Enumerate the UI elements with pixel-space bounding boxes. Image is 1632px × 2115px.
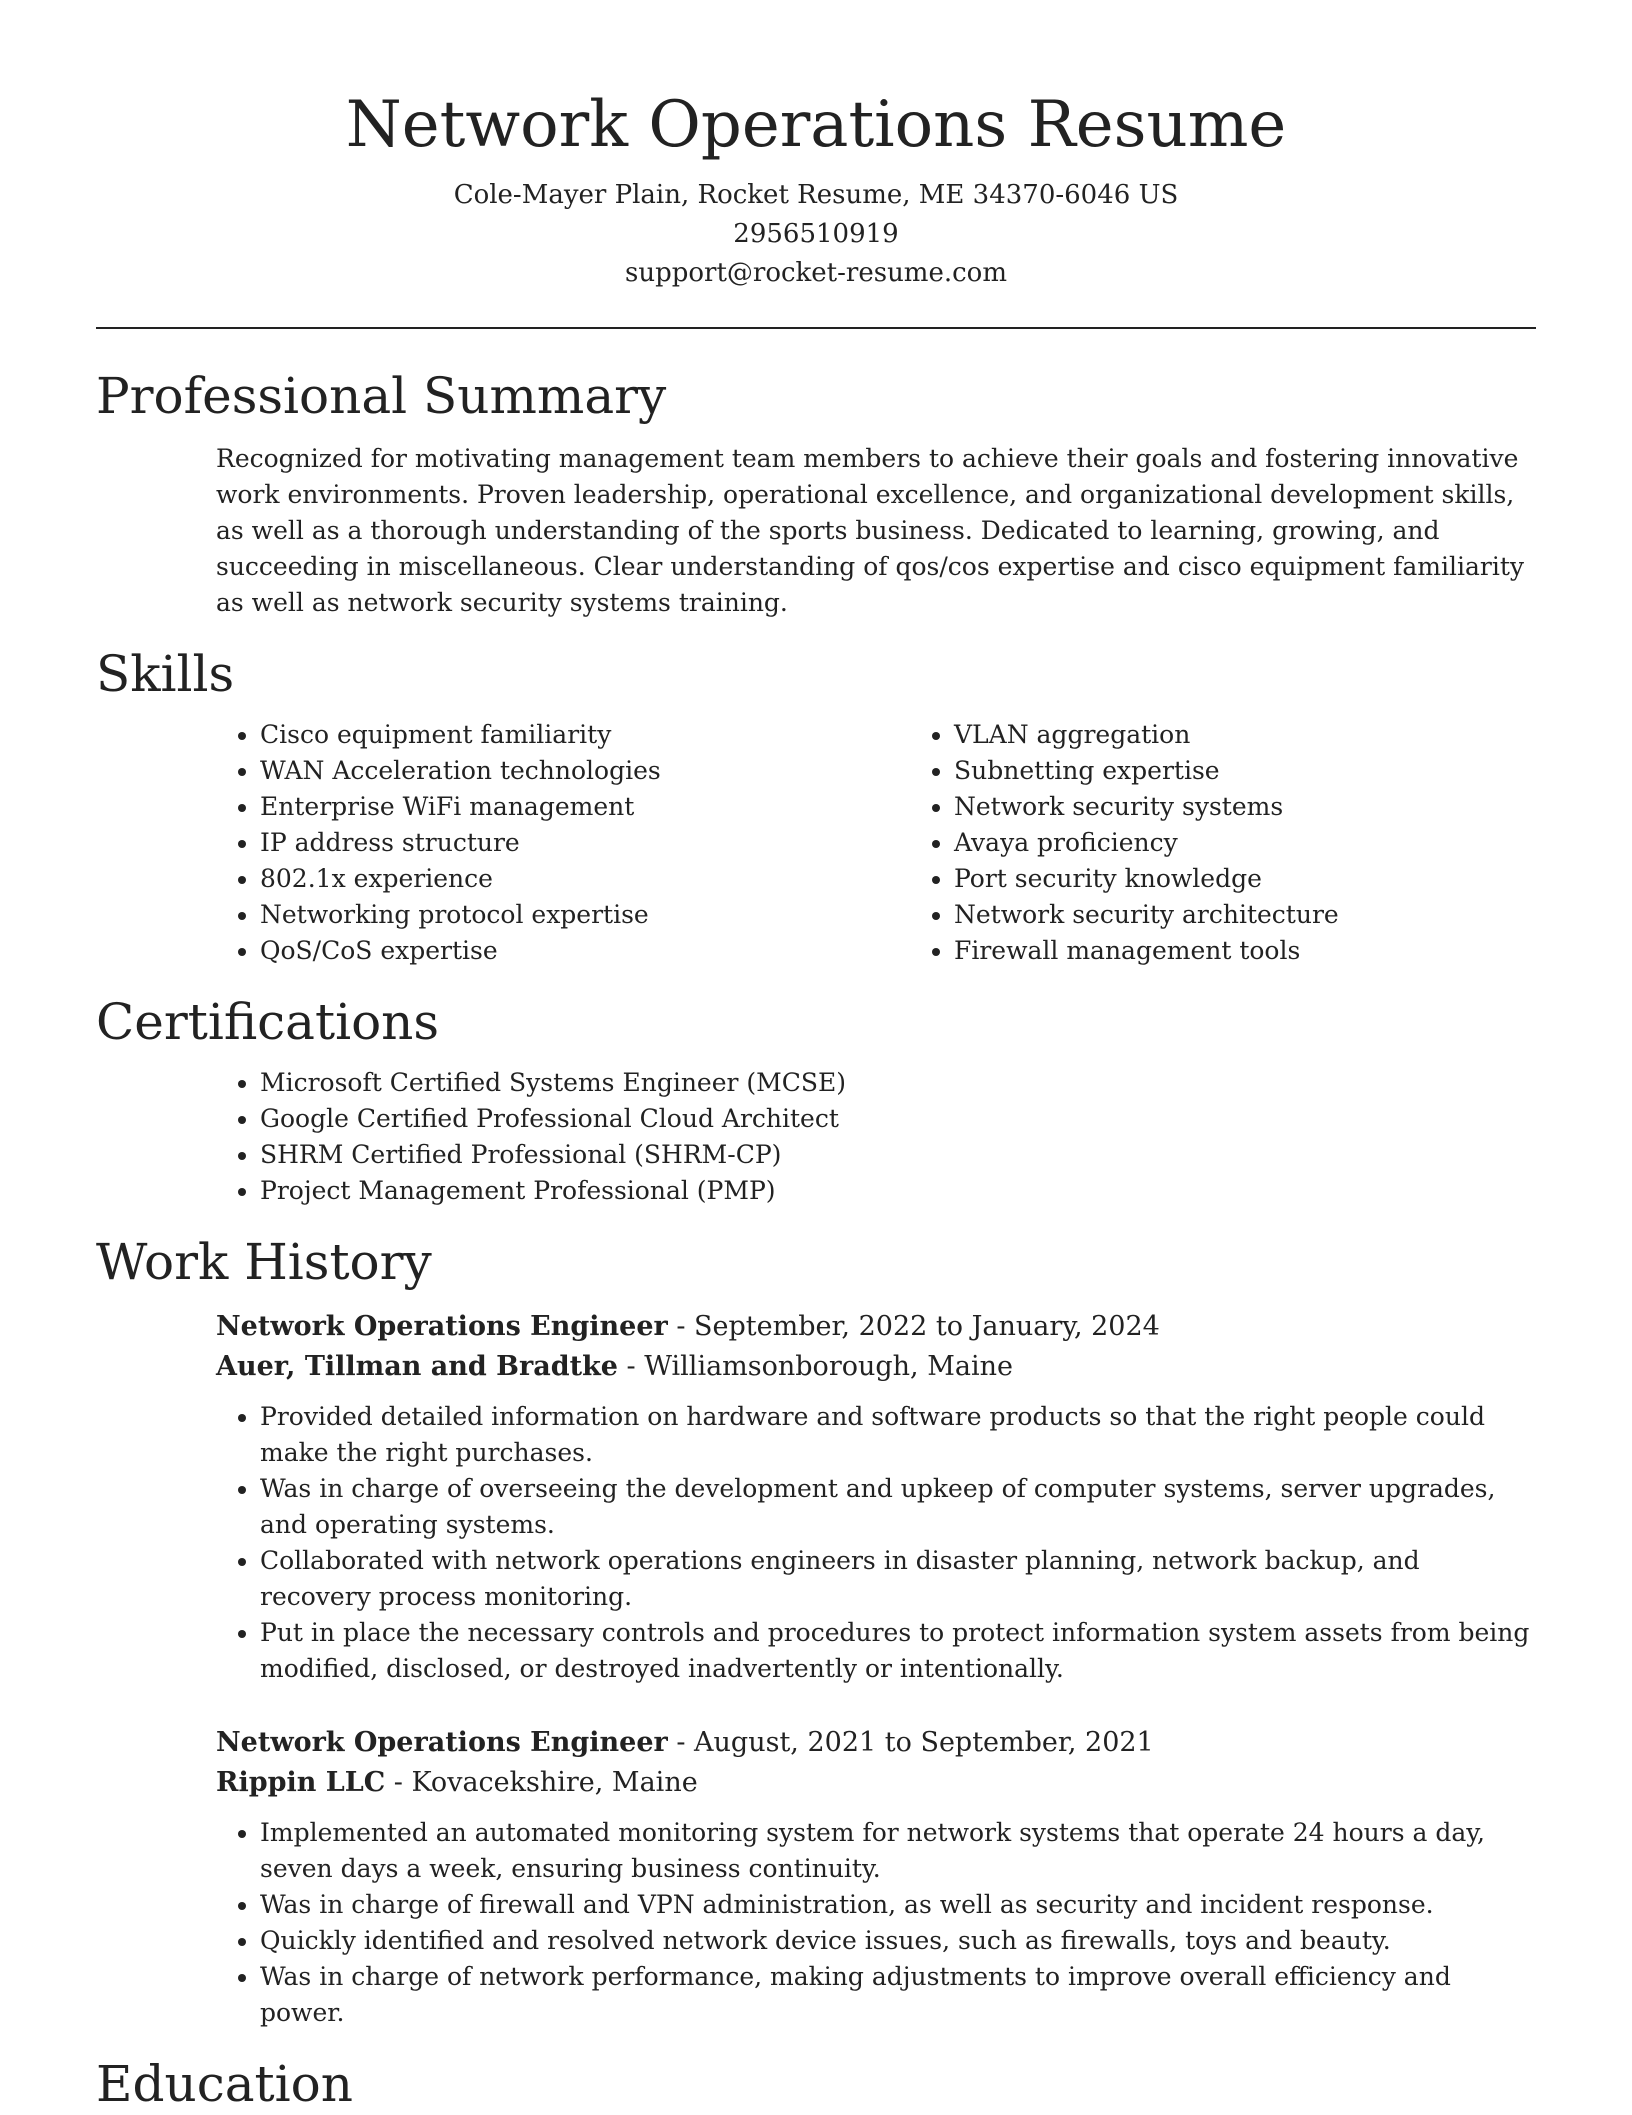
job-entry (216, 1723, 1536, 2031)
certifications-list (216, 1065, 1536, 1209)
job-duty: • Was in charge of overseeing the development and upkeep of computer systems, server upgrades, and operating systems. (260, 1471, 1536, 1543)
certifications-section (96, 991, 1536, 1209)
skill-item: • Cisco equipment familiarity (260, 717, 910, 753)
header-divider (96, 327, 1536, 329)
job-duty: • Provided detailed information on hardware and software products so that the right people could make the right purchases. (260, 1399, 1536, 1471)
job-company-line (216, 1763, 1536, 1803)
job-entry (216, 1307, 1536, 1687)
summary-heading: Professional Summary (96, 367, 667, 425)
skill-item: • QoS/CoS expertise (260, 933, 910, 969)
job-dates: - September, 2022 to January, 2024 (667, 1311, 1160, 1342)
work-history-heading: Work History (96, 1233, 432, 1291)
phone-number: 2956510919 (733, 219, 899, 249)
skill-item: • Network security systems (954, 789, 1536, 825)
job-title: Network Operations Engineer (216, 1311, 668, 1342)
summary-section (96, 365, 1536, 621)
skill-item: • Port security knowledge (954, 861, 1536, 897)
skill-item: • Avaya proficiency (954, 825, 1536, 861)
skill-item: • VLAN aggregation (954, 717, 1536, 753)
skills-list-left (216, 717, 910, 969)
skill-item: • Networking protocol expertise (260, 897, 910, 933)
skills-section (96, 643, 1536, 969)
email-address[interactable]: support@rocket-resume.com (624, 258, 1007, 288)
skills-heading: Skills (96, 645, 235, 703)
education-section (96, 2053, 1536, 2115)
job-duty: • Was in charge of firewall and VPN administration, as well as security and incident response. (260, 1887, 1536, 1923)
job-company-line (216, 1347, 1536, 1387)
work-history-section (96, 1231, 1536, 2031)
resume-header (96, 0, 1536, 293)
job-company: Rippin LLC (216, 1767, 386, 1798)
skill-item: • IP address structure (260, 825, 910, 861)
job-title-line (216, 1723, 1536, 1763)
certifications-heading: Certifications (96, 993, 440, 1051)
job-location: - Kovacekshire, Maine (385, 1767, 698, 1798)
job-title: Network Operations Engineer (216, 1727, 668, 1758)
job-duties-list (216, 1399, 1536, 1687)
job-duty: • Put in place the necessary controls and procedures to protect information system assets from being modified, disclosed, or destroyed inadvertently or intentionally. (260, 1615, 1536, 1687)
certification-item: • Google Certified Professional Cloud Architect (260, 1101, 1536, 1137)
job-location: - Williamsonborough, Maine (617, 1351, 1013, 1382)
skill-item: • Subnetting expertise (954, 753, 1536, 789)
summary-text: Recognized for motivating management team members to achieve their goals and fostering innovative work environments. Proven leadership, operational excellence, and organizational development skills, as well as a thorough understanding of the sports business. Dedicated to learning, growing, and succeeding in miscellaneous. Clear understanding of qos/cos expertise and cisco equipment familiarity as well as network security systems training. (216, 444, 1525, 617)
certification-item: • Project Management Professional (PMP) (260, 1173, 1536, 1209)
job-duty: • Quickly identified and resolved network device issues, such as firewalls, toys and beauty. (260, 1923, 1536, 1959)
education-heading: Education (96, 2055, 353, 2113)
page-title: Network Operations Resume (345, 88, 1287, 162)
job-dates: - August, 2021 to September, 2021 (667, 1727, 1154, 1758)
certification-item: • Microsoft Certified Systems Engineer (MCSE) (260, 1065, 1536, 1101)
job-duty: • Implemented an automated monitoring system for network systems that operate 24 hours a day, seven days a week, ensuring business continuity. (260, 1815, 1536, 1887)
skills-grid (96, 705, 1536, 969)
contact-info (96, 176, 1536, 293)
job-duty: • Was in charge of network performance, making adjustments to improve overall efficiency and power. (260, 1959, 1536, 2031)
skill-item: • 802.1x experience (260, 861, 910, 897)
skill-item: • Network security architecture (954, 897, 1536, 933)
skills-list-right (910, 717, 1536, 969)
skill-item: • Enterprise WiFi management (260, 789, 910, 825)
certification-item: • SHRM Certified Professional (SHRM-CP) (260, 1137, 1536, 1173)
job-duties-list (216, 1815, 1536, 2031)
skill-item: • WAN Acceleration technologies (260, 753, 910, 789)
job-company: Auer, Tillman and Bradtke (216, 1351, 618, 1382)
job-duty: • Collaborated with network operations engineers in disaster planning, network backup, and recovery process monitoring. (260, 1543, 1536, 1615)
address: Cole-Mayer Plain, Rocket Resume, ME 34370-6046 US (453, 180, 1179, 210)
job-title-line (216, 1307, 1536, 1347)
skill-item: • Firewall management tools (954, 933, 1536, 969)
